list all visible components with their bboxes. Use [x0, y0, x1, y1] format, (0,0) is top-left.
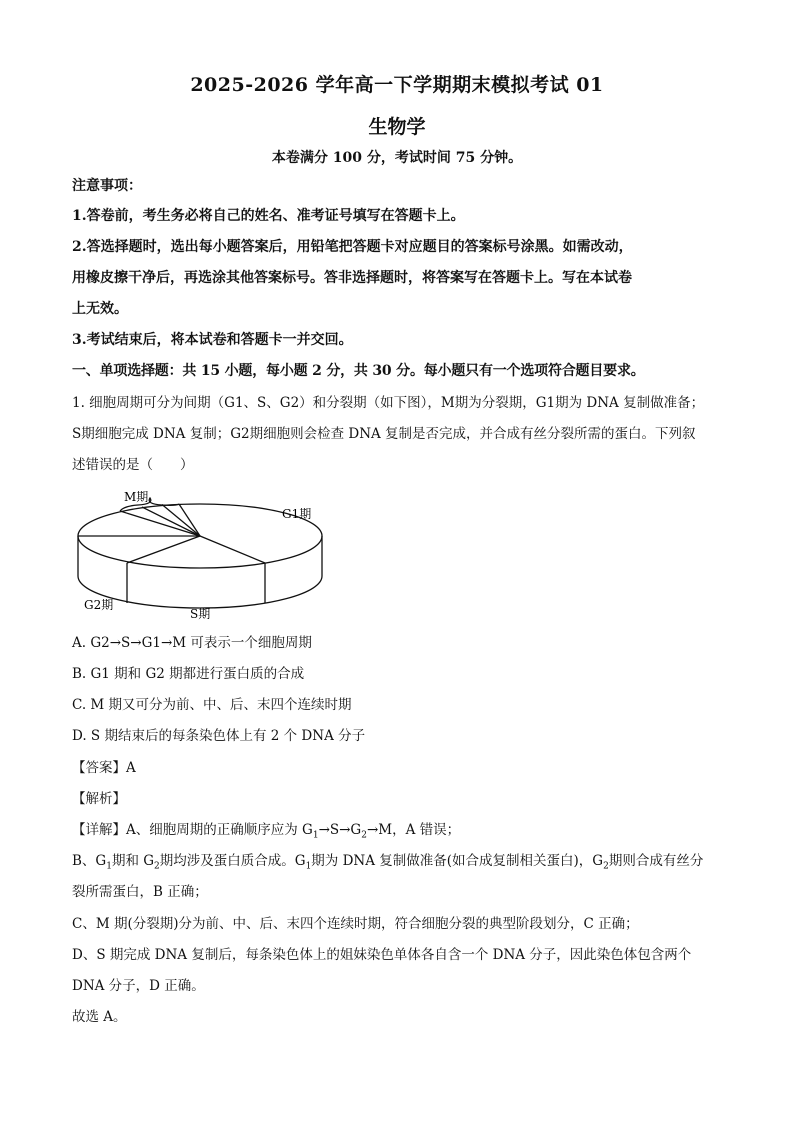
note-item: 1.答卷前，考生务必将自己的姓名、准考证号填写在答题卡上。 [72, 208, 465, 224]
detail-line [72, 820, 722, 840]
note-item: 上无效。 [72, 301, 128, 317]
label-s-phase: S期 [190, 607, 211, 621]
option-b: B. G1 期和 G2 期都进行蛋白质的合成 [72, 666, 305, 682]
detail-text: A、细胞周期的正确顺序应为 G [126, 822, 313, 838]
sector-line [200, 536, 265, 563]
section-heading: 一、单项选择题：共 15 小题，每小题 2 分，共 30 分。每小题只有一个选项符合题目要求。 [72, 363, 645, 379]
detail-text: 期为 DNA 复制做准备(如合成复制相关蛋白)，G [311, 853, 604, 869]
answer-value: A [126, 760, 136, 776]
detail-line: D、S 期完成 DNA 复制后，每条染色体上的姐妹染色单体各自含一个 DNA 分子，因此染色体包含两个 [72, 947, 692, 963]
label-g2-phase: G2期 [84, 598, 114, 612]
exam-meta: 本卷满分 100 分，考试时间 75 分钟。 [271, 150, 523, 166]
option-a: A. G2→S→G1→M 可表示一个细胞周期 [72, 635, 312, 651]
subscript: 1 [106, 861, 112, 872]
detail-line: DNA 分子，D 正确。 [72, 978, 205, 994]
question-stem: S期细胞完成 DNA 复制；G2期细胞则会检查 DNA 复制是否完成，并合成有丝分裂所需的蛋白。下列叙 [72, 426, 696, 442]
subscript: 1 [312, 830, 319, 841]
label-m-phase: M期 [124, 490, 149, 504]
subscript: 2 [603, 861, 609, 872]
detail-line: 裂所需蛋白，B 正确； [72, 884, 208, 900]
detail-label: 【详解】 [72, 822, 126, 838]
detail-text: →S→G [318, 822, 362, 838]
subscript: 2 [154, 861, 160, 872]
detail-line [72, 851, 722, 871]
detail-text: 期均涉及蛋白质合成。G [159, 853, 306, 869]
note-item: 2.答选择题时，选出每小题答案后，用铅笔把答题卡对应题目的答案标号涂黑。如需改动， [72, 239, 633, 255]
detail-line: C、M 期(分裂期)分为前、中、后、末四个连续时期，符合细胞分裂的典型阶段划分，C 正确； [72, 916, 639, 932]
detail-text: 期则合成有丝分 [608, 853, 704, 869]
page-title: 2025-2026 学年高一下学期期末模拟考试 01 [190, 74, 604, 96]
detail-text: B、G [72, 853, 107, 869]
detail-conclusion: 故选 A。 [72, 1009, 127, 1025]
cell-cycle-pie-diagram [72, 484, 332, 626]
label-g1-phase: G1期 [282, 507, 312, 521]
option-c: C. M 期又可分为前、中、后、末四个连续时期 [72, 697, 352, 713]
notes-heading: 注意事项： [72, 178, 142, 194]
pie-side-wall [78, 536, 322, 608]
question-stem: 述错误的是（ ） [72, 457, 194, 473]
subscript: 2 [361, 830, 367, 841]
detail-text: 期和 G [111, 853, 155, 869]
note-item: 用橡皮擦干净后，再选涂其他答案标号。答非选择题时，将答案写在答题卡上。写在本试卷 [72, 270, 632, 286]
detail-text: →M，A 错误； [366, 822, 461, 838]
note-item: 3.考试结束后，将本试卷和答题卡一并交回。 [72, 332, 353, 348]
sector-line [127, 536, 200, 563]
subscript: 1 [305, 861, 312, 872]
question-stem: 1. 细胞周期可分为间期（G1、S、G2）和分裂期（如下图），M期为分裂期，G1期为 DNA 复制做准备； [72, 395, 705, 411]
subject-title: 生物学 [368, 116, 426, 138]
answer-label: 【答案】 [72, 760, 126, 776]
option-d: D. S 期结束后的每条染色体上有 2 个 DNA 分子 [72, 728, 366, 744]
answer-line [72, 758, 722, 778]
analysis-label: 【解析】 [72, 791, 126, 807]
m-phase-line [120, 511, 200, 536]
